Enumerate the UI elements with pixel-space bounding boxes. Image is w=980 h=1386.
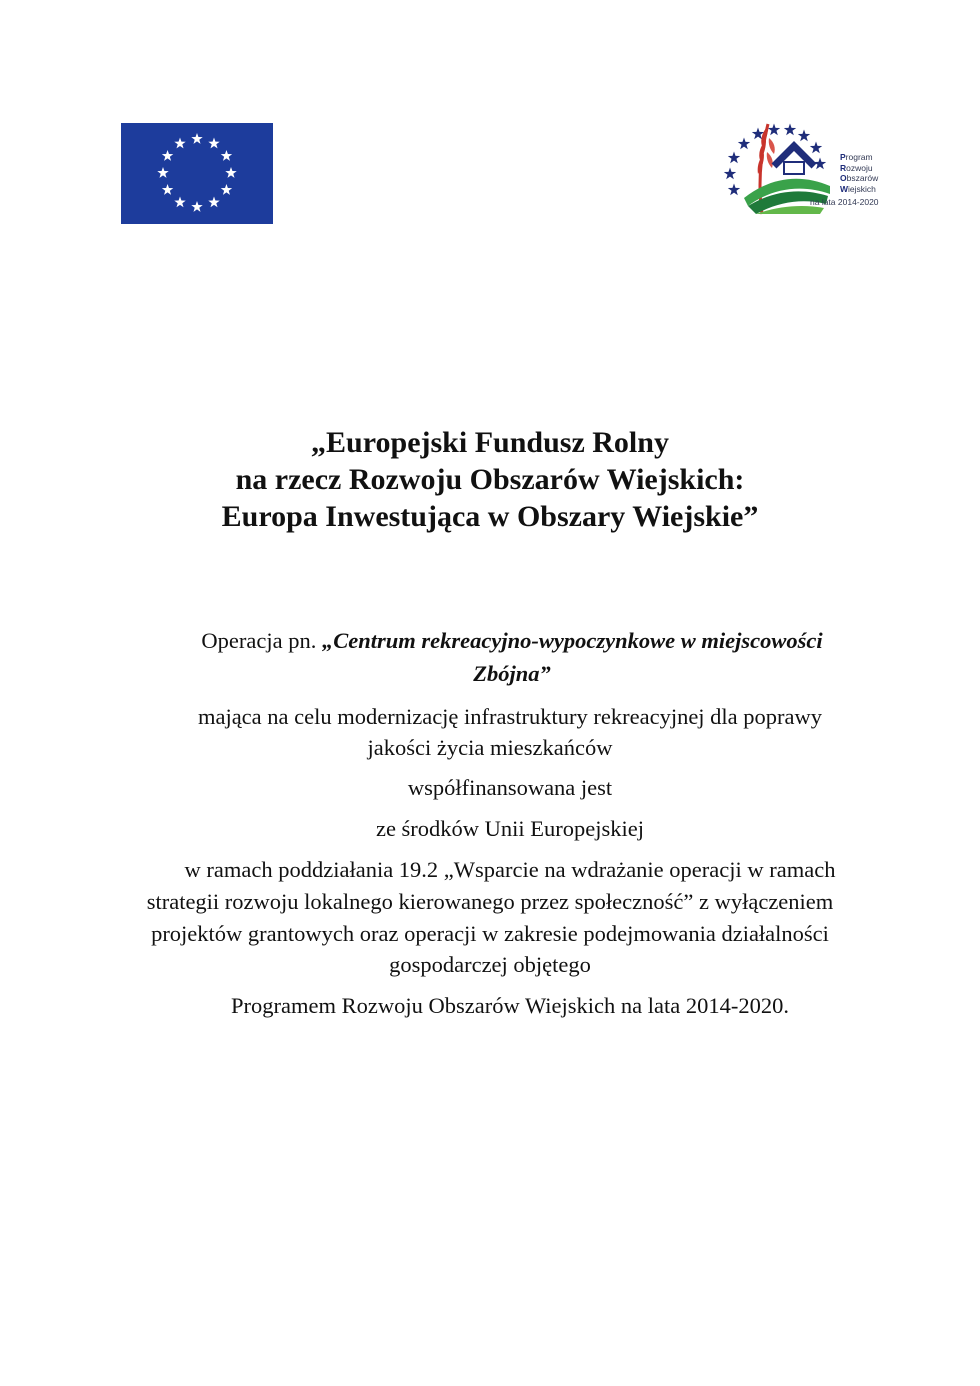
eu-flag-icon bbox=[121, 123, 273, 224]
prow-star-icon bbox=[798, 130, 810, 142]
prow-cap-r: R bbox=[840, 162, 847, 173]
purpose-line-1: mająca na celu modernizację infrastruktury rekreacyjnej dla poprawy bbox=[197, 704, 823, 729]
prow-star-icon bbox=[728, 184, 740, 196]
prow-logo-text bbox=[840, 152, 878, 194]
prow-line-wiejskich: iejskich bbox=[848, 183, 876, 194]
prow-star-icon bbox=[738, 138, 750, 150]
operation-prefix: Operacja pn. bbox=[201, 628, 322, 653]
operation-name-2: Zbójna” bbox=[473, 661, 551, 686]
funds-line: ze środków Unii Europejskiej bbox=[375, 816, 645, 841]
prow-star-icon bbox=[728, 152, 740, 164]
prow-star-icon bbox=[768, 124, 780, 136]
programme-line: Programem Rozwoju Obszarów Wiejskich na lata 2014-2020. bbox=[231, 993, 789, 1018]
operation-name-1: „Centrum rekreacyjno-wypoczynkowe w miejscowości bbox=[321, 628, 823, 653]
prow-line-rozwoju: ozwoju bbox=[846, 162, 873, 173]
document-title bbox=[0, 424, 980, 535]
measure-line-2: strategii rozwoju lokalnego kierowanego przez społeczność” z wyłączeniem bbox=[146, 889, 834, 914]
title-line-1: „Europejski Fundusz Rolny bbox=[311, 426, 669, 459]
prow-cap-o: O bbox=[840, 173, 847, 183]
purpose-line-2: jakości życia mieszkańców bbox=[367, 735, 613, 760]
prow-cap-w: W bbox=[840, 183, 849, 194]
prow-cap-p: P bbox=[840, 152, 846, 162]
prow-line-obszarow: bszarów bbox=[846, 173, 879, 183]
title-line-3: Europa Inwestująca w Obszary Wiejskie” bbox=[221, 500, 759, 533]
prow-star-icon bbox=[784, 124, 796, 136]
prow-years: na lata 2014-2020 bbox=[810, 197, 879, 207]
cofinanced-line: współfinansowana jest bbox=[407, 775, 613, 800]
prow-star-icon bbox=[810, 142, 822, 154]
eu-flag-logo bbox=[121, 123, 273, 224]
operation-line-1 bbox=[0, 626, 980, 655]
measure-line-3: projektów grantowych oraz operacji w zakresie podejmowania działalności bbox=[151, 921, 829, 946]
prow-logo bbox=[722, 116, 892, 220]
title-line-2: na rzecz Rozwoju Obszarów Wiejskich: bbox=[235, 463, 745, 496]
prow-line-program: rogram bbox=[845, 152, 873, 162]
prow-star-icon bbox=[724, 168, 736, 180]
measure-line-1: w ramach poddziałania 19.2 „Wsparcie na wdrażanie operacji w ramach bbox=[184, 857, 836, 882]
measure-line-4: gospodarczej objętego bbox=[389, 952, 591, 977]
